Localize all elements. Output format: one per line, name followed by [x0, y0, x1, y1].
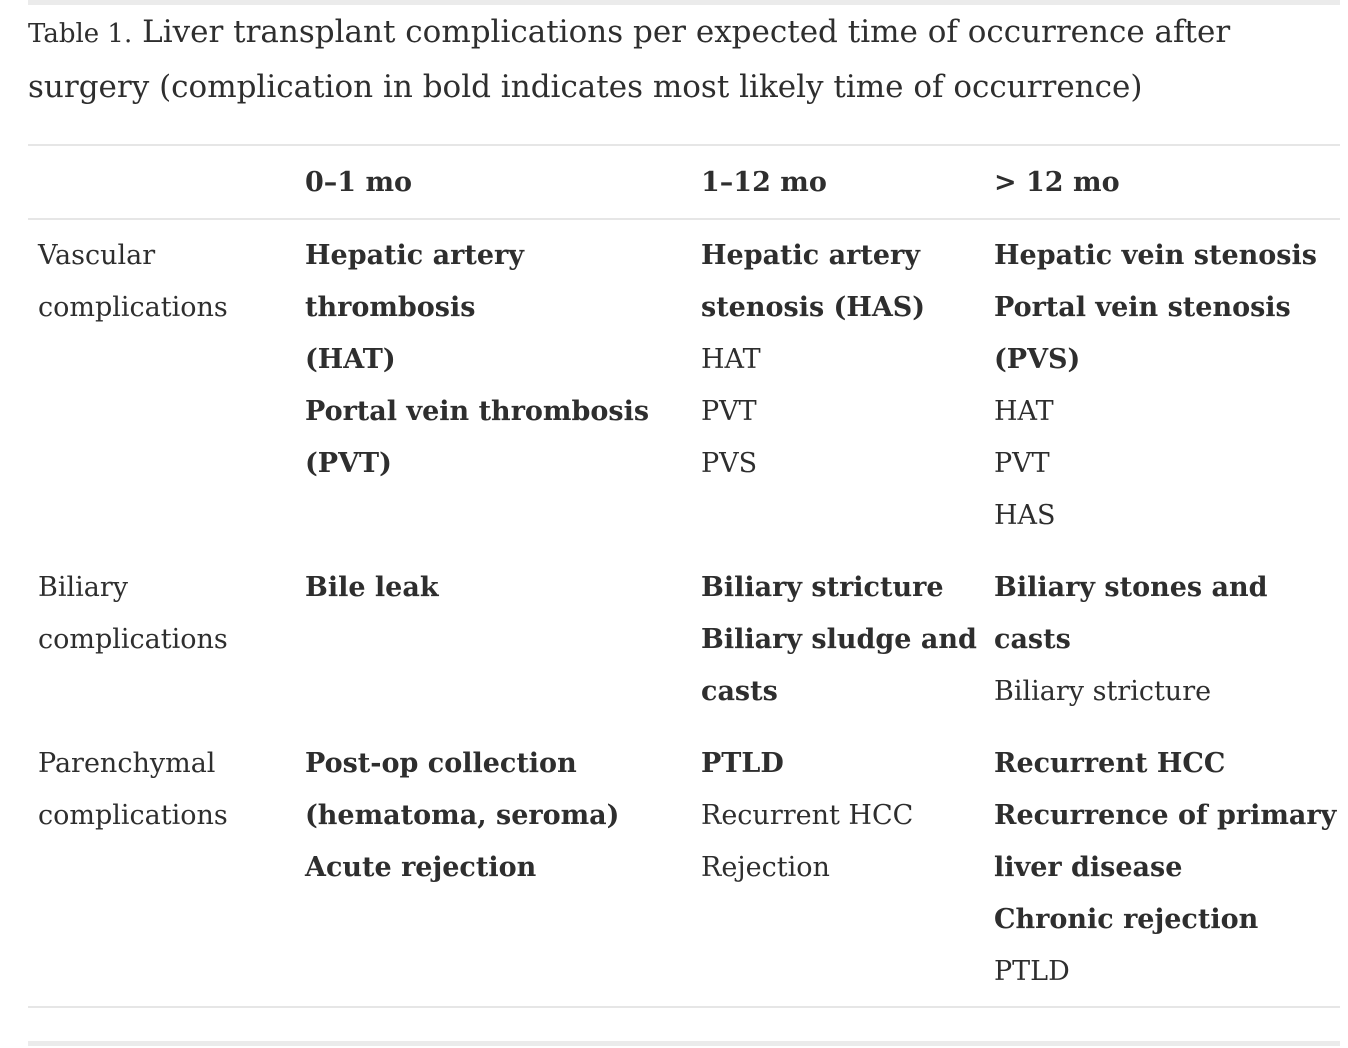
header-empty — [28, 145, 305, 219]
complications-table — [28, 144, 1340, 1008]
complication-line: Recurrence of primary — [994, 800, 1337, 831]
complication-line: (hematoma, seroma) — [305, 800, 620, 831]
complication-line: PVT — [994, 448, 1050, 479]
category-cell — [28, 728, 305, 1007]
complication-line: (PVS) — [994, 344, 1081, 375]
complication-line: Rejection — [701, 852, 830, 883]
category-label-line: Parenchymal — [38, 748, 216, 779]
cell-1-12-mo — [701, 219, 994, 552]
complication-line: liver disease — [994, 852, 1183, 883]
cell-over-12-mo — [994, 552, 1340, 728]
complication-line: Hepatic artery — [701, 240, 920, 271]
complication-line: HAT — [994, 396, 1054, 427]
complication-line: (PVT) — [305, 448, 392, 479]
complication-line: HAT — [701, 344, 761, 375]
category-label-line: complications — [38, 800, 228, 831]
category-cell — [28, 219, 305, 552]
complication-line: Hepatic vein stenosis — [994, 240, 1317, 271]
complication-line: Recurrent HCC — [701, 800, 914, 831]
complication-line: PTLD — [701, 748, 784, 779]
complication-line: Biliary stricture — [994, 676, 1212, 707]
complication-line: Post-op collection — [305, 748, 577, 779]
cell-1-12-mo — [701, 728, 994, 1007]
table-row — [28, 219, 1340, 552]
header-over-12-mo: > 12 mo — [994, 166, 1120, 198]
cell-0-1-mo — [305, 728, 701, 1007]
category-label-line: complications — [38, 624, 228, 655]
bottom-divider — [28, 1041, 1340, 1046]
category-label-line: Vascular — [38, 240, 156, 271]
cell-over-12-mo — [994, 219, 1340, 552]
cell-0-1-mo — [305, 219, 701, 552]
header-0-1-mo: 0–1 mo — [305, 166, 413, 198]
category-cell — [28, 552, 305, 728]
category-label-line: complications — [38, 292, 228, 323]
complication-line: (HAT) — [305, 344, 396, 375]
complication-line: Recurrent HCC — [994, 748, 1226, 779]
complication-line: Hepatic artery thrombosis — [305, 240, 524, 323]
top-divider — [28, 0, 1340, 5]
caption-label: Table 1. — [28, 19, 133, 49]
complication-line: Portal vein stenosis — [994, 292, 1291, 323]
caption-text: Liver transplant complications per expected time of occurrence after surgery (complication in bold indicates most likely time of occurrence) — [28, 14, 1231, 105]
cell-0-1-mo — [305, 552, 701, 728]
complication-line: PTLD — [994, 956, 1070, 987]
table-row — [28, 728, 1340, 1007]
category-label-line: Biliary — [38, 572, 129, 603]
complication-line: Bile leak — [305, 572, 439, 603]
table-header-row — [28, 145, 1340, 219]
cell-over-12-mo — [994, 728, 1340, 1007]
complication-line: Biliary stones and casts — [994, 572, 1268, 655]
complication-line: Biliary sludge and — [701, 624, 977, 655]
cell-1-12-mo — [701, 552, 994, 728]
complication-line: Portal vein thrombosis — [305, 396, 650, 427]
complication-line: Chronic rejection — [994, 904, 1259, 935]
complication-line: Acute rejection — [305, 852, 537, 883]
complication-line: Biliary stricture — [701, 572, 944, 603]
table-caption — [28, 6, 1328, 114]
complication-line: casts — [701, 676, 778, 707]
complication-line: PVT — [701, 396, 757, 427]
complication-line: PVS — [701, 448, 758, 479]
complication-line: HAS — [994, 500, 1056, 531]
complication-line: stenosis (HAS) — [701, 292, 926, 323]
table-row — [28, 552, 1340, 728]
header-1-12-mo: 1–12 mo — [701, 166, 827, 198]
